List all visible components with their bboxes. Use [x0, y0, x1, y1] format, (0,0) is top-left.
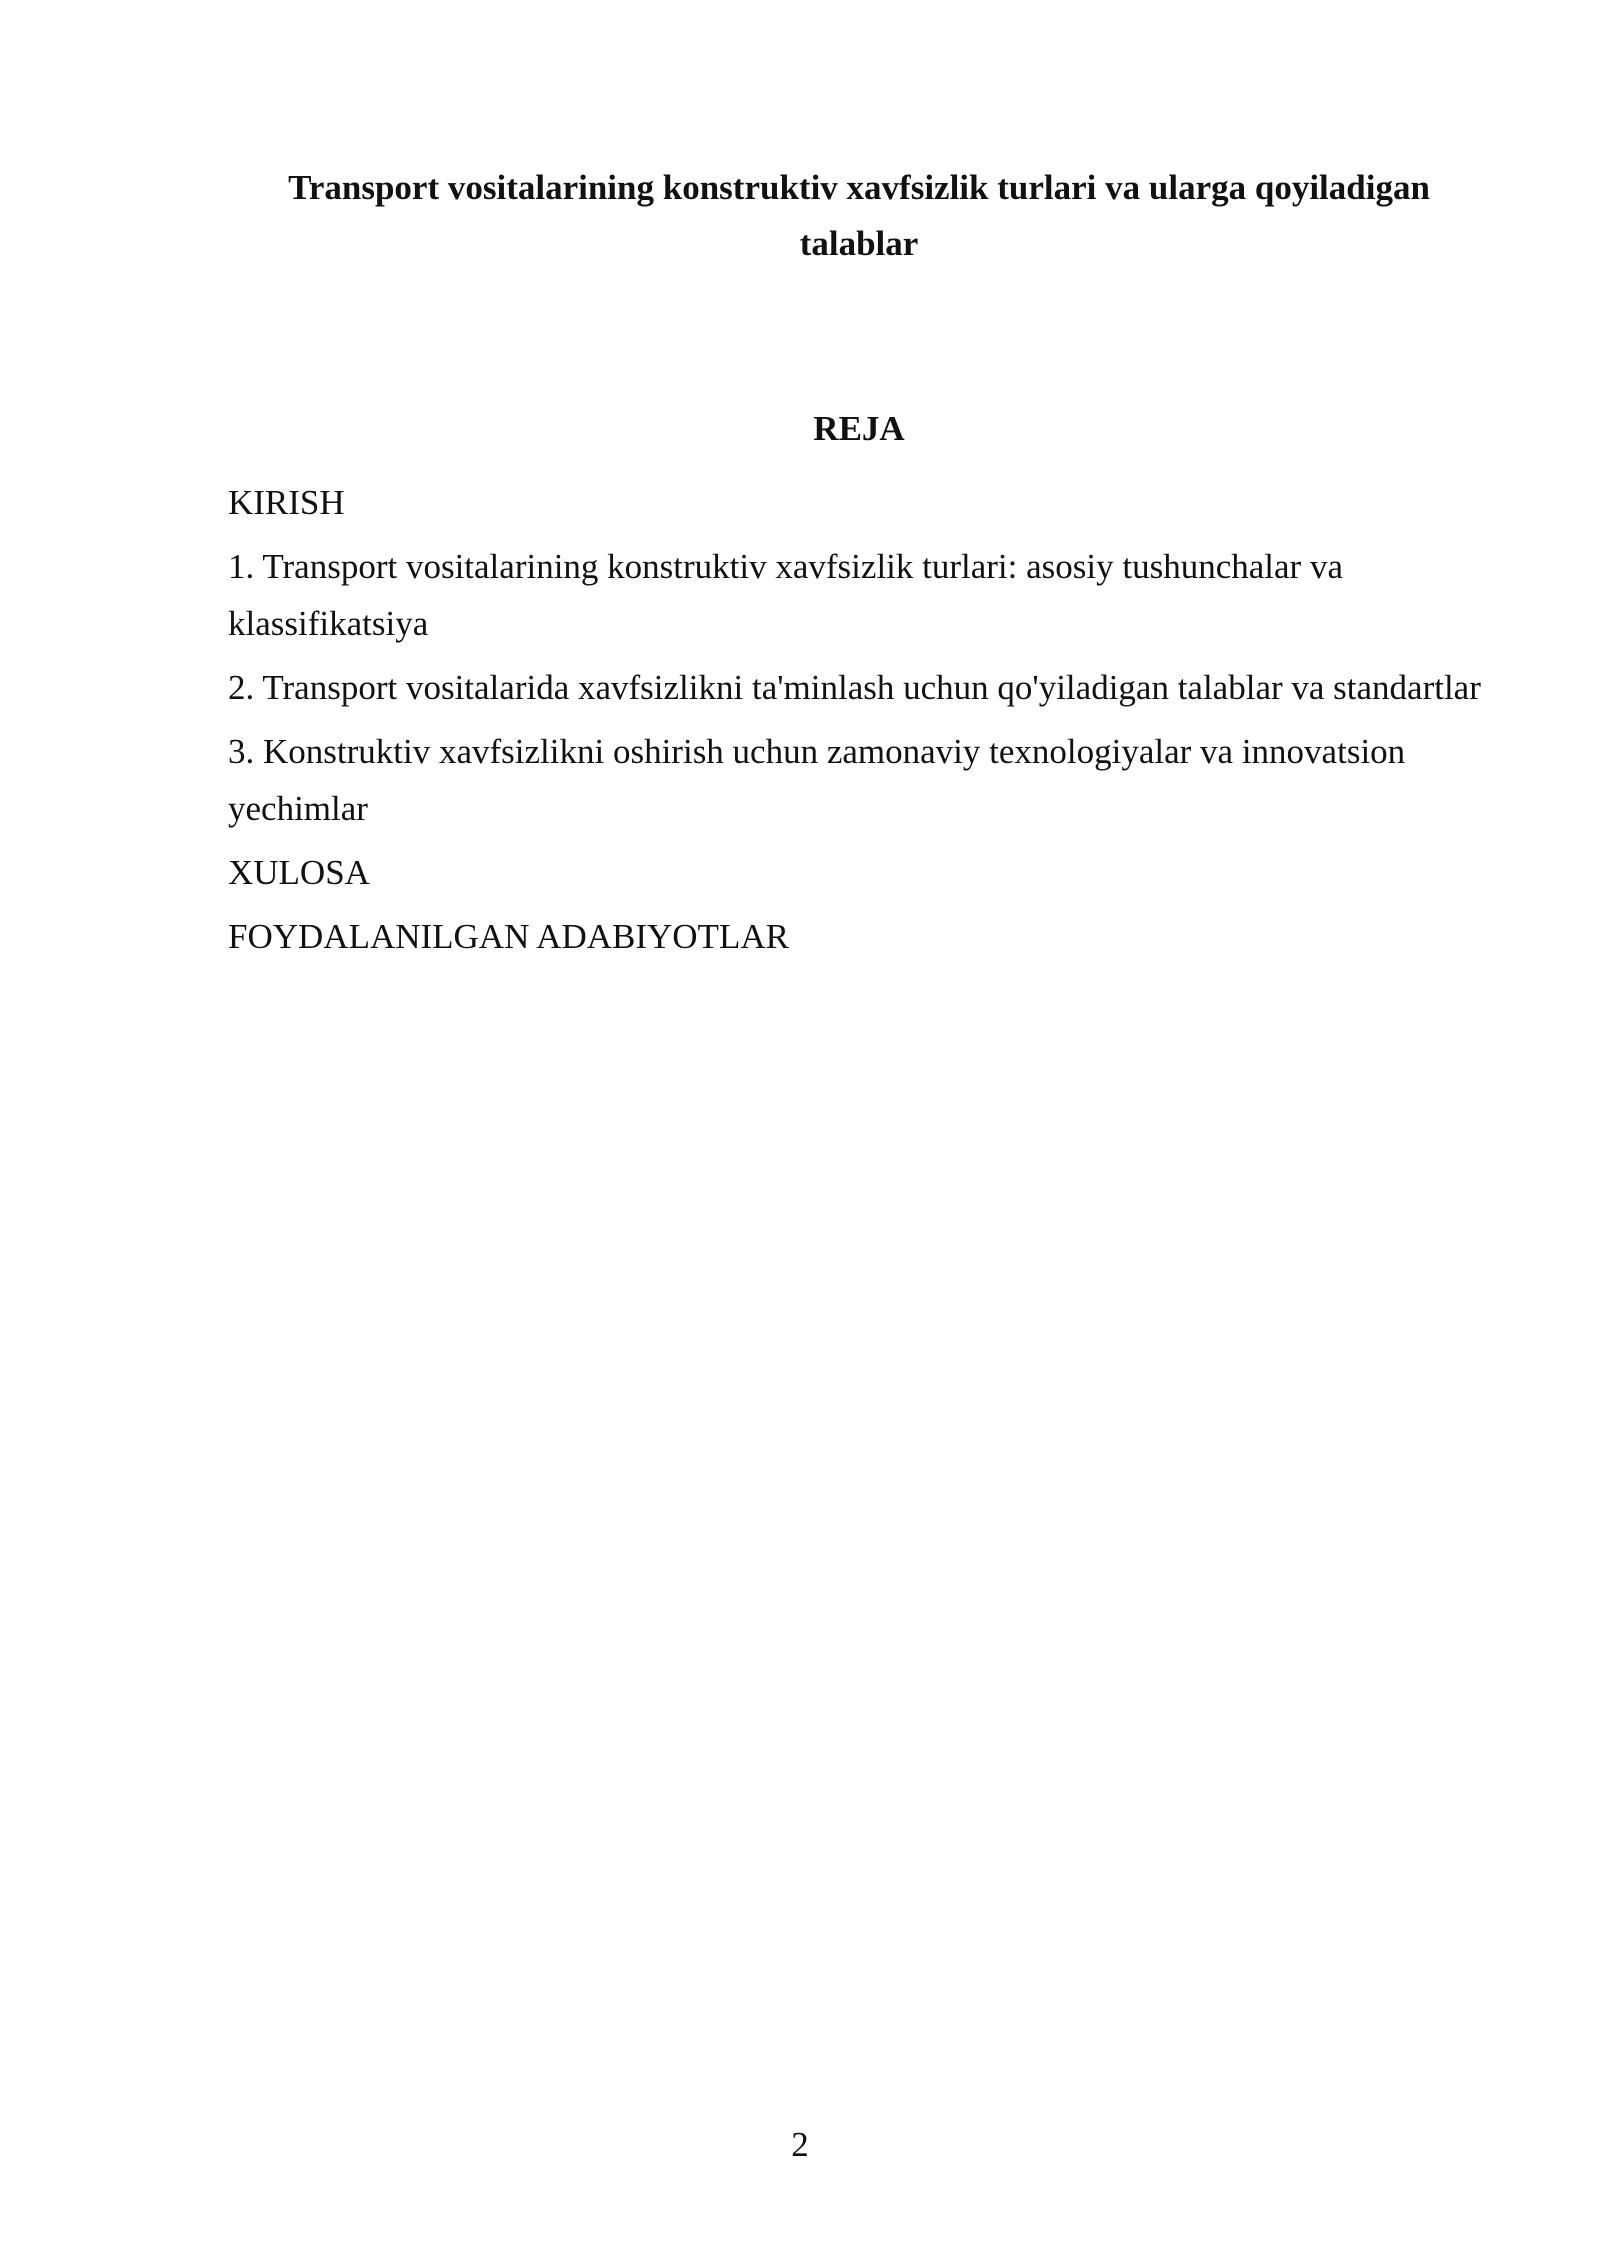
plan-item-introduction: KIRISH	[228, 483, 345, 522]
plan-item-2: 2. Transport vositalarida xavfsizlikni ta'minlash uchun qo'yiladigan talablar va standartlar	[228, 668, 1481, 707]
plan-heading: REJA	[813, 409, 905, 448]
page-number: 2	[791, 2125, 809, 2164]
document-title: Transport vositalarining konstruktiv xavfsizlik turlari va ularga qoyiladigan talablar	[288, 168, 1430, 263]
plan-list	[228, 474, 1490, 972]
plan-item-conclusion: XULOSA	[228, 853, 370, 892]
plan-item-1: 1. Transport vositalarining konstruktiv xavfsizlik turlari: asosiy tushunchalar va klassifikatsiya	[228, 547, 1343, 643]
plan-item-3: 3. Konstruktiv xavfsizlikni oshirish uchun zamonaviy texnologiyalar va innovatsion yechimlar	[228, 732, 1406, 828]
plan-item-references: FOYDALANILGAN ADABIYOTLAR	[228, 917, 789, 956]
